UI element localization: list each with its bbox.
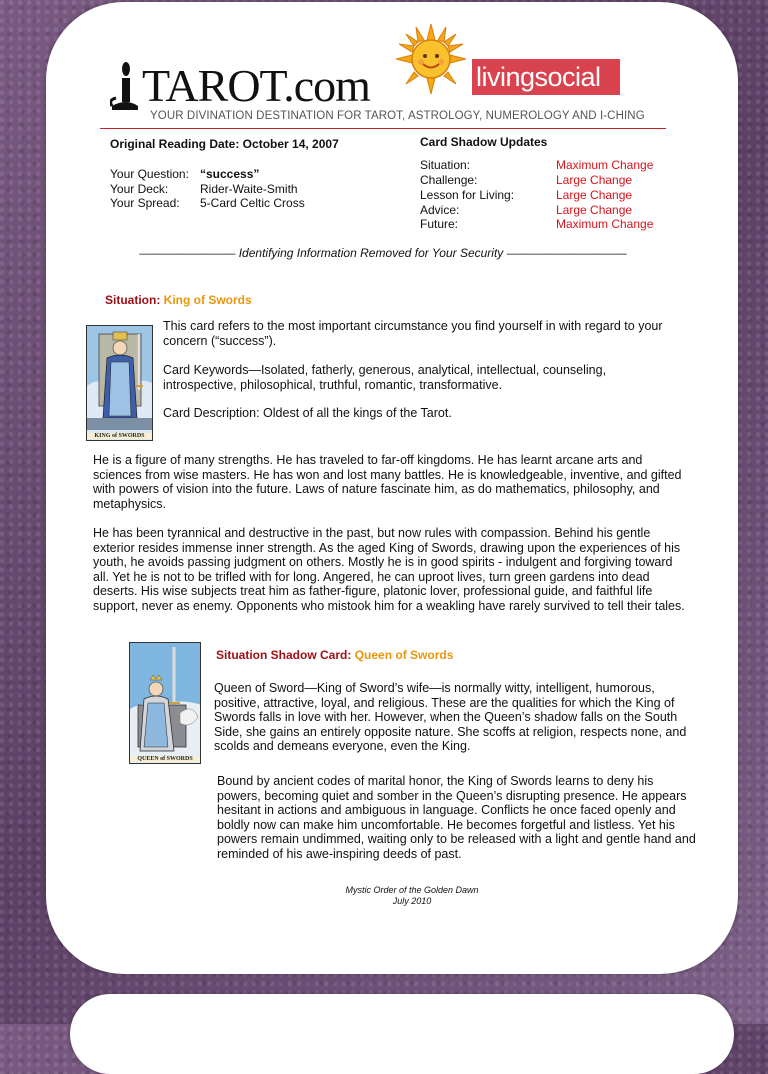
logo-text: TAROT.com	[142, 60, 370, 111]
livingsocial-logo[interactable]: livingsocial	[472, 59, 620, 95]
situation-card-name: King of Swords	[163, 293, 252, 307]
deck-value: Rider-Waite-Smith	[200, 182, 298, 196]
tarot-logo[interactable]	[110, 56, 370, 116]
shadow-row-value: Large Change	[556, 173, 633, 187]
situation-intro: This card refers to the most important circumstance you find yourself in with regard to your concern (“success”).	[163, 319, 663, 348]
shadow-updates-title: Card Shadow Updates	[420, 135, 548, 149]
footer-line-2: July 2010	[392, 896, 432, 906]
shadow-row-value: Large Change	[556, 203, 633, 217]
situation-label: Situation:	[105, 293, 161, 307]
deck-label: Your Deck:	[110, 182, 169, 196]
sun-icon	[396, 24, 466, 94]
question-value: “success”	[200, 167, 260, 181]
next-document-page[interactable]	[70, 994, 734, 1074]
header-divider	[100, 128, 666, 129]
shadow-card-name: Queen of Swords	[354, 648, 454, 662]
spread-value: 5-Card Celtic Cross	[200, 196, 305, 210]
king-of-swords-card[interactable]	[86, 325, 153, 441]
situation-heading	[105, 293, 252, 307]
candle-icon	[110, 62, 140, 129]
shadow-row-label: Advice:	[420, 203, 460, 217]
shadow-row-value: Large Change	[556, 188, 633, 202]
shadow-card-paragraph-2: Bound by ancient codes of marital honor, the King of Swords learns to deny his powers, becoming quiet and somber in the Queen’s disrupting presence. He appears hesitant in actions and ambiguous in language. Conflicts he once faced openly and boldly now can make him uncomfortable. He becomes forgetful and listless. Yet his powers remain undimmed, waiting only to be released with a light and gentle hand and reminded of his awe-inspiring deeds of past.	[217, 774, 696, 861]
situation-description: Card Description: Oldest of all the kings of the Tarot.	[163, 406, 452, 420]
situation-paragraph-2: He has been tyrannical and destructive in the past, but now rules with compassion. Behind his gentle exterior resides immense inner strength. As the aged King of Swords, drawing upon the experiences of his youth, he avoids passing judgment on others. Mostly he is in good spirits - indulgent and forgiving toward all. Yet he is not to be trifled with for long. Angered, he can uproot lives, turn green gardens into dead deserts. His wise subjects treat him as father-figure, platonic lover, professional guide, and faithful life support, never as enemy. Opponents who mistook him for a weakling have rarely survived to tell their tales.	[93, 526, 685, 613]
shadow-row-label: Challenge:	[420, 173, 478, 187]
footer	[312, 885, 512, 907]
shadow-card-paragraph-1: Queen of Sword—King of Sword’s wife—is normally witty, intelligent, humorous, positive, attractive, loyal, and religious. These are the qualities for which the King of Swords falls in love with her. However, when the Queen’s shadow falls on the South Side, she gains an entirely opposite nature. She scoffs at religion, respects none, and scolds and demeans everyone, even the King.	[214, 681, 687, 754]
shadow-card-heading	[216, 648, 453, 662]
reading-date: Original Reading Date: October 14, 2007	[110, 137, 339, 151]
shadow-row-label: Future:	[420, 217, 459, 231]
footer-line-1: Mystic Order of the Golden Dawn	[345, 885, 479, 895]
situation-keywords: Card Keywords—Isolated, fatherly, generous, analytical, intellectual, counseling, introspective, philosophical, truthful, romantic, transformative.	[163, 363, 607, 392]
shadow-row-value: Maximum Change	[556, 217, 654, 231]
card-caption: QUEEN of SWORDS	[130, 756, 200, 762]
shadow-card-label: Situation Shadow Card:	[216, 648, 352, 662]
spread-label: Your Spread:	[110, 196, 180, 210]
queen-of-swords-illustration	[130, 643, 201, 764]
situation-paragraph-1: He is a figure of many strengths. He has traveled to far-off kingdoms. He has learnt arcane arts and sciences from wise masters. He has won and lost many battles. He is knowledgeable, inventive, and gifted with powers of vision into the future. Laws of nature fascinate him, as do mathematics, philosophy, and metaphysics.	[93, 453, 682, 511]
shadow-row-label: Lesson for Living:	[420, 188, 515, 202]
question-label: Your Question:	[110, 167, 189, 181]
tagline: YOUR DIVINATION DESTINATION FOR TAROT, ASTROLOGY, NUMEROLOGY AND I-CHING	[150, 110, 645, 122]
shadow-row-value: Maximum Change	[556, 158, 654, 172]
shadow-row-label: Situation:	[420, 158, 471, 172]
queen-of-swords-card[interactable]	[129, 642, 201, 764]
king-of-swords-illustration	[87, 326, 153, 441]
security-notice: ———————— Identifying Information Removed for Your Security ——————————	[139, 246, 627, 260]
card-caption: KING of SWORDS	[87, 433, 152, 439]
